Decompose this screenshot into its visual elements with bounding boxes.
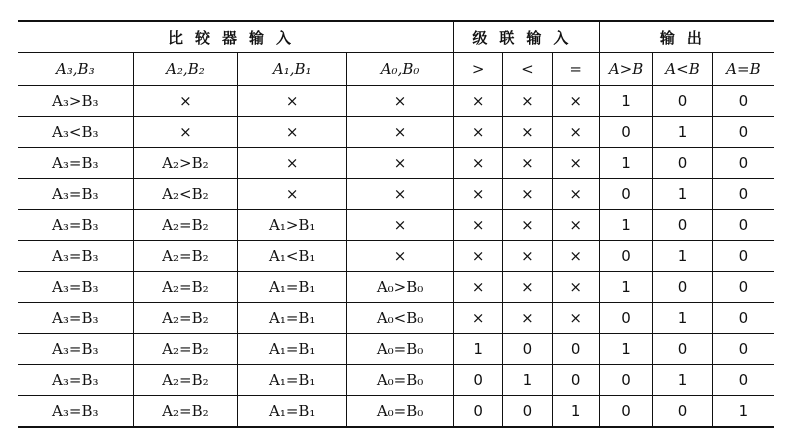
cell-a0b0: A₀<B₀ xyxy=(347,303,454,334)
truth-table-container xyxy=(18,20,774,428)
cell-out-gt: 1 xyxy=(599,210,652,241)
cell-a0b0: A₀>B₀ xyxy=(347,272,454,303)
cell-a2b2: A₂<B₂ xyxy=(133,179,238,210)
cell-out-eq: 0 xyxy=(712,86,774,117)
cell-a0b0: A₀=B₀ xyxy=(347,334,454,365)
cell-cascade-gt: 0 xyxy=(453,365,502,396)
cell-a0b0: × xyxy=(347,117,454,148)
col-header-out-gt: A>B xyxy=(599,53,652,86)
cell-a3b3: A₃=B₃ xyxy=(18,241,133,272)
cell-a3b3: A₃=B₃ xyxy=(18,210,133,241)
cell-out-gt: 0 xyxy=(599,117,652,148)
cell-a2b2: A₂=B₂ xyxy=(133,241,238,272)
cell-out-eq: 0 xyxy=(712,210,774,241)
cell-a0b0: A₀=B₀ xyxy=(347,365,454,396)
cell-out-eq: 0 xyxy=(712,179,774,210)
cell-out-lt: 1 xyxy=(653,365,713,396)
cell-cascade-eq: × xyxy=(552,117,599,148)
cell-out-eq: 1 xyxy=(712,396,774,428)
cell-out-gt: 0 xyxy=(599,241,652,272)
cell-out-lt: 1 xyxy=(653,179,713,210)
cell-cascade-eq: 1 xyxy=(552,396,599,428)
cell-a2b2: A₂=B₂ xyxy=(133,334,238,365)
col-header-cascade-lt: < xyxy=(503,53,552,86)
cell-cascade-lt: 0 xyxy=(503,396,552,428)
cell-a3b3: A₃=B₃ xyxy=(18,148,133,179)
cell-out-eq: 0 xyxy=(712,365,774,396)
cell-out-eq: 0 xyxy=(712,148,774,179)
cell-cascade-gt: 1 xyxy=(453,334,502,365)
cell-cascade-gt: 0 xyxy=(453,396,502,428)
cell-cascade-eq: × xyxy=(552,148,599,179)
col-header-a2b2: A₂,B₂ xyxy=(133,53,238,86)
table-row xyxy=(18,210,774,241)
cell-a1b1: A₁=B₁ xyxy=(238,303,347,334)
cell-a0b0: × xyxy=(347,86,454,117)
cell-cascade-lt: × xyxy=(503,179,552,210)
cell-a0b0: × xyxy=(347,241,454,272)
table-row xyxy=(18,117,774,148)
cell-cascade-lt: × xyxy=(503,241,552,272)
table-body xyxy=(18,86,774,428)
cell-a0b0: × xyxy=(347,210,454,241)
cell-cascade-eq: × xyxy=(552,303,599,334)
cell-cascade-lt: 0 xyxy=(503,334,552,365)
cell-out-eq: 0 xyxy=(712,117,774,148)
cell-a2b2: A₂=B₂ xyxy=(133,365,238,396)
group-header-compare-inputs: 比较器输入 xyxy=(18,21,453,53)
cell-a2b2: A₂=B₂ xyxy=(133,396,238,428)
cell-out-gt: 0 xyxy=(599,303,652,334)
cell-a0b0: × xyxy=(347,179,454,210)
cell-out-lt: 0 xyxy=(653,210,713,241)
cell-cascade-lt: 1 xyxy=(503,365,552,396)
cell-a1b1: A₁=B₁ xyxy=(238,272,347,303)
cell-out-eq: 0 xyxy=(712,303,774,334)
cell-a1b1: × xyxy=(238,179,347,210)
cell-a3b3: A₃=B₃ xyxy=(18,303,133,334)
col-header-a1b1: A₁,B₁ xyxy=(238,53,347,86)
cell-a2b2: A₂=B₂ xyxy=(133,210,238,241)
cell-a2b2: A₂=B₂ xyxy=(133,272,238,303)
cell-a3b3: A₃=B₃ xyxy=(18,396,133,428)
cell-out-eq: 0 xyxy=(712,241,774,272)
group-header-outputs: 输出 xyxy=(599,21,774,53)
cell-a1b1: A₁=B₁ xyxy=(238,334,347,365)
comparator-truth-table xyxy=(18,20,774,428)
cell-cascade-gt: × xyxy=(453,148,502,179)
col-header-a3b3: A₃,B₃ xyxy=(18,53,133,86)
cell-a3b3: A₃=B₃ xyxy=(18,179,133,210)
cell-out-gt: 1 xyxy=(599,272,652,303)
cell-out-lt: 1 xyxy=(653,303,713,334)
cell-a2b2: A₂=B₂ xyxy=(133,303,238,334)
cell-cascade-gt: × xyxy=(453,117,502,148)
cell-cascade-lt: × xyxy=(503,303,552,334)
cell-out-lt: 0 xyxy=(653,396,713,428)
cell-a1b1: × xyxy=(238,117,347,148)
cell-cascade-eq: × xyxy=(552,86,599,117)
cell-cascade-lt: × xyxy=(503,210,552,241)
cell-cascade-eq: × xyxy=(552,241,599,272)
table-row xyxy=(18,365,774,396)
col-header-cascade-eq: = xyxy=(552,53,599,86)
table-row xyxy=(18,179,774,210)
cell-out-gt: 1 xyxy=(599,334,652,365)
table-row xyxy=(18,334,774,365)
cell-a1b1: A₁=B₁ xyxy=(238,365,347,396)
group-header-cascade-inputs: 级联输入 xyxy=(453,21,599,53)
cell-cascade-gt: × xyxy=(453,86,502,117)
cell-a2b2: A₂>B₂ xyxy=(133,148,238,179)
table-row xyxy=(18,272,774,303)
col-header-out-lt: A<B xyxy=(653,53,713,86)
cell-cascade-gt: × xyxy=(453,241,502,272)
cell-a1b1: × xyxy=(238,86,347,117)
cell-a3b3: A₃=B₃ xyxy=(18,334,133,365)
cell-cascade-eq: 0 xyxy=(552,365,599,396)
cell-out-gt: 0 xyxy=(599,365,652,396)
cell-cascade-gt: × xyxy=(453,210,502,241)
cell-cascade-eq: × xyxy=(552,272,599,303)
cell-out-lt: 0 xyxy=(653,334,713,365)
cell-a1b1: A₁<B₁ xyxy=(238,241,347,272)
cell-out-lt: 0 xyxy=(653,148,713,179)
cell-out-eq: 0 xyxy=(712,272,774,303)
cell-cascade-eq: × xyxy=(552,179,599,210)
cell-a0b0: × xyxy=(347,148,454,179)
cell-a1b1: × xyxy=(238,148,347,179)
cell-cascade-eq: × xyxy=(552,210,599,241)
cell-cascade-lt: × xyxy=(503,272,552,303)
cell-cascade-lt: × xyxy=(503,117,552,148)
cell-out-lt: 1 xyxy=(653,241,713,272)
cell-cascade-gt: × xyxy=(453,179,502,210)
cell-out-gt: 0 xyxy=(599,396,652,428)
col-header-out-eq: A=B xyxy=(712,53,774,86)
cell-cascade-eq: 0 xyxy=(552,334,599,365)
cell-a1b1: A₁>B₁ xyxy=(238,210,347,241)
table-row xyxy=(18,86,774,117)
cell-out-eq: 0 xyxy=(712,334,774,365)
col-header-a0b0: A₀,B₀ xyxy=(347,53,454,86)
cell-a3b3: A₃=B₃ xyxy=(18,272,133,303)
cell-cascade-gt: × xyxy=(453,272,502,303)
cell-a3b3: A₃>B₃ xyxy=(18,86,133,117)
table-row xyxy=(18,396,774,428)
cell-out-lt: 1 xyxy=(653,117,713,148)
table-row xyxy=(18,241,774,272)
cell-cascade-lt: × xyxy=(503,148,552,179)
table-row xyxy=(18,148,774,179)
cell-out-gt: 0 xyxy=(599,179,652,210)
cell-a2b2: × xyxy=(133,117,238,148)
cell-a3b3: A₃<B₃ xyxy=(18,117,133,148)
cell-out-gt: 1 xyxy=(599,86,652,117)
cell-a3b3: A₃=B₃ xyxy=(18,365,133,396)
cell-a0b0: A₀=B₀ xyxy=(347,396,454,428)
cell-a1b1: A₁=B₁ xyxy=(238,396,347,428)
cell-cascade-gt: × xyxy=(453,303,502,334)
table-row xyxy=(18,303,774,334)
cell-out-gt: 1 xyxy=(599,148,652,179)
cell-a2b2: × xyxy=(133,86,238,117)
cell-out-lt: 0 xyxy=(653,272,713,303)
cell-out-lt: 0 xyxy=(653,86,713,117)
col-header-cascade-gt: > xyxy=(453,53,502,86)
cell-cascade-lt: × xyxy=(503,86,552,117)
